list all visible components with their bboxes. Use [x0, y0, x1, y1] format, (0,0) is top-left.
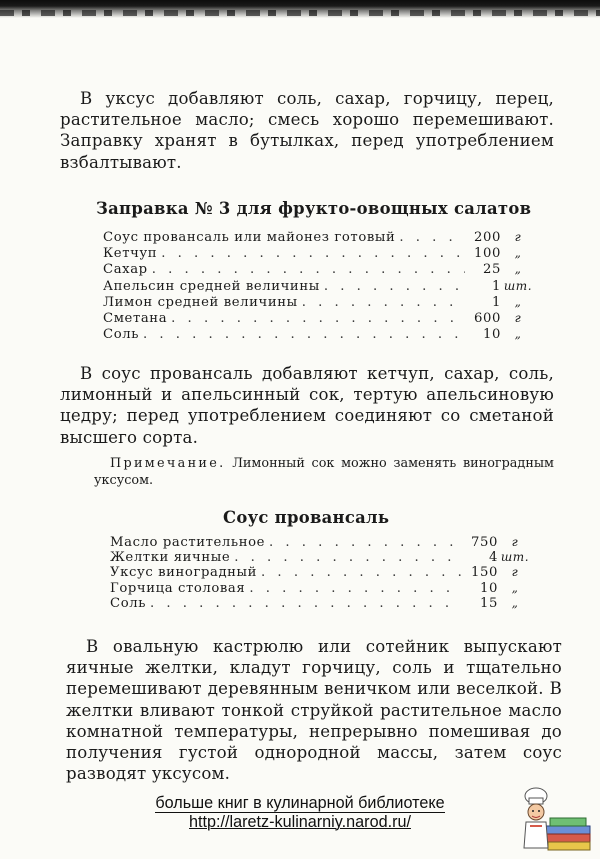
- scan-top-edge: [0, 0, 600, 18]
- recipe2-ingredient-row: [110, 535, 532, 550]
- footer-library-label: больше книг в кулинарной библиотеке: [155, 794, 445, 812]
- ingredient-quantity: 4: [489, 550, 498, 566]
- ingredient-name: Горчица столовая: [110, 580, 246, 596]
- ingredient-name: Соус провансаль или майонез готовый: [103, 230, 396, 245]
- ingredient-unit: г: [511, 535, 519, 549]
- ingredient-quantity: 25: [483, 262, 501, 278]
- ingredient-unit: г: [511, 565, 519, 580]
- ingredient-quantity: 150: [471, 565, 498, 581]
- recipe2-ingredient-row: [110, 565, 532, 580]
- recipe1-ingredient-row: [103, 245, 535, 261]
- ingredient-unit: шт.: [500, 550, 530, 565]
- recipe1-title: Заправка № 3 для фрукто-овощных салатов: [96, 199, 532, 218]
- recipe2-ingredient-list: [110, 535, 532, 611]
- recipe2-title: Соус провансаль: [223, 508, 390, 527]
- ingredient-unit: г: [514, 230, 522, 244]
- ingredient-name: Кетчуп: [103, 246, 158, 262]
- dot-leader: [150, 596, 462, 611]
- dot-leader: [399, 230, 465, 246]
- ingredient-name: Сметана: [103, 310, 168, 326]
- dot-leader: [324, 279, 465, 295]
- recipe1-ingredient-row: [103, 294, 535, 310]
- ingredient-unit: „: [514, 327, 522, 342]
- ingredient-unit: г: [514, 310, 522, 325]
- ingredient-unit: „: [511, 595, 519, 610]
- dot-leader: [234, 550, 462, 565]
- dot-leader: [302, 295, 465, 311]
- recipe2-ingredient-row: [110, 550, 532, 565]
- dot-leader: [171, 311, 465, 327]
- ingredient-quantity: 1: [492, 294, 501, 310]
- intro-paragraph: В уксус добавляют соль, сахар, горчицу, перец, растительное масло; смесь хорошо перемешивают. Заправку хранят в бутылках, перед употреблением взбалтывают.: [60, 89, 554, 172]
- recipe1-ingredient-row: [103, 229, 535, 245]
- dot-leader: [161, 246, 465, 262]
- recipe2-ingredient-row: [110, 581, 532, 596]
- recipe2-method: В овальную кастрюлю или сотейник выпускают яичные желтки, кладут горчицу, соль и тщательно перемешивают деревянным веничком или веселкой. В желтки вливают тонкой струйкой растительное масло комнатной температуры, непрерывно помешивая до получения густой однородной массы, затем соус разводят уксусом.: [66, 637, 562, 784]
- dot-leader: [143, 327, 465, 343]
- dot-leader: [152, 262, 465, 278]
- recipe1-ingredient-row: [103, 326, 535, 342]
- ingredient-name: Сахар: [103, 262, 148, 278]
- ingredient-unit: шт.: [503, 278, 533, 293]
- note-text: Лимонный сок можно заменять виноградным уксусом.: [94, 456, 554, 488]
- ingredient-name: Желтки яичные: [110, 550, 231, 566]
- ingredient-quantity: 15: [480, 595, 498, 611]
- ingredient-quantity: 1: [492, 278, 501, 294]
- ingredient-quantity: 100: [474, 246, 501, 262]
- recipe1-method: В соус провансаль добавляют кетчуп, сахар, соль, лимонный и апельсинный сок, тертую апельсиновую цедру; перед употреблением соединяют со сметаной высшего сорта.: [60, 364, 554, 447]
- dot-leader: [269, 535, 462, 550]
- ingredient-name: Апельсин средней величины: [103, 278, 320, 294]
- footer-library-text: [0, 794, 600, 813]
- recipe1-ingredient-row: [103, 278, 535, 294]
- recipe1-note: [94, 455, 554, 489]
- ingredient-quantity: 750: [471, 535, 498, 550]
- ingredient-name: Лимон средней величины: [103, 294, 298, 310]
- ingredient-unit: „: [514, 246, 522, 261]
- ingredient-name: Масло растительное: [110, 535, 266, 550]
- ingredient-unit: „: [514, 294, 522, 309]
- recipe1-ingredient-row: [103, 261, 535, 277]
- ingredient-unit: „: [514, 262, 522, 277]
- recipe1-ingredient-row: [103, 310, 535, 326]
- recipe2-ingredient-row: [110, 596, 532, 611]
- ingredient-quantity: 10: [480, 580, 498, 596]
- ingredient-unit: „: [511, 580, 519, 595]
- ingredient-name: Уксус виноградный: [110, 565, 258, 581]
- ingredient-quantity: 200: [474, 230, 501, 245]
- ingredient-quantity: 10: [483, 327, 501, 343]
- ingredient-quantity: 600: [474, 310, 501, 326]
- ingredient-name: Соль: [110, 595, 146, 611]
- note-label: Примечание.: [110, 456, 226, 471]
- ingredient-name: Соль: [103, 327, 139, 343]
- footer-url-link[interactable]: http://laretz-kulinarniy.narod.ru/: [189, 813, 411, 831]
- dot-leader: [261, 565, 462, 580]
- chef-with-books-icon: [522, 776, 594, 856]
- dot-leader: [249, 581, 462, 596]
- recipe1-ingredient-list: [103, 229, 535, 342]
